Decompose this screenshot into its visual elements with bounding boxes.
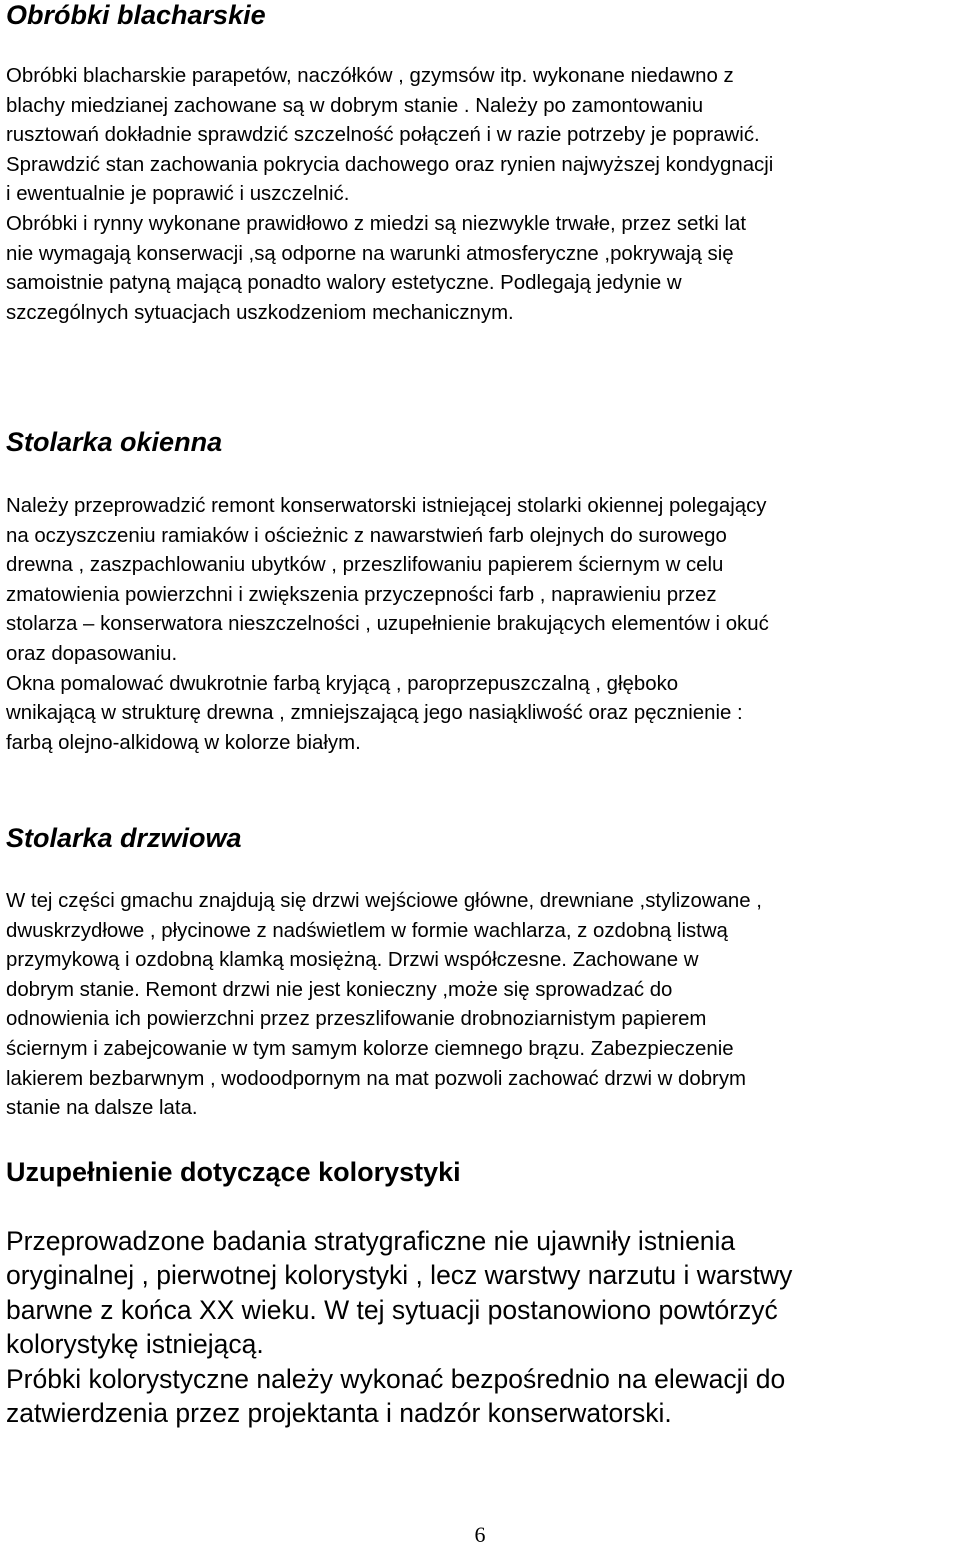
body-line: i ewentualnie je poprawić i uszczelnić. (6, 183, 350, 206)
body-line: stanie na dalsze lata. (6, 1097, 198, 1120)
section-title-sheet-metal: Obróbki blacharskie (6, 0, 266, 30)
body-line: zatwierdzenia przez projektanta i nadzór konserwatorski. (6, 1398, 672, 1429)
page-number: 6 (474, 1522, 486, 1547)
body-line: odnowienia ich powierzchni przez przeszlifowanie drobnoziarnistym papierem (6, 1008, 707, 1031)
body-line: na oczyszczeniu ramiaków i ościeżnic z nawarstwień farb olejnych do surowego (6, 524, 727, 547)
section-body-doors (6, 887, 956, 1124)
section-title-doors: Stolarka drzwiowa (6, 823, 242, 853)
body-line: przymykową i ozdobną klamką mosiężną. Drzwi współczesne. Zachowane w (6, 949, 699, 972)
body-line: Należy przeprowadzić remont konserwatorski istniejącej stolarki okiennej polegający (6, 495, 767, 517)
body-line: samoistnie patyną mającą ponadto walory estetyczne. Podlegają jedynie w (6, 272, 682, 295)
body-line: Obróbki i rynny wykonane prawidłowo z miedzi są niezwykle trwałe, przez setki lat (6, 212, 747, 235)
body-line: dwuskrzydłowe , płycinowe z nadświetlem w formie wachlarza, z ozdobną listwą (6, 919, 728, 942)
body-line: drewna , zaszpachlowaniu ubytków , przeszlifowaniu papierem ściernym w celu (6, 554, 724, 577)
body-line: lakierem bezbarwnym , wodoodpornym na mat pozwoli zachować drzwi w dobrym (6, 1067, 747, 1090)
section-body-windows (6, 492, 956, 758)
section-body-sheet-metal (6, 62, 956, 328)
section-body-colors (6, 1224, 956, 1430)
body-line: Obróbki blacharskie parapetów, naczółków , gzymsów itp. wykonane niedawno z (6, 65, 734, 87)
body-line: Przeprowadzone badania stratygraficzne nie ujawniły istnienia (6, 1226, 736, 1256)
body-line: wnikającą w strukturę drewna , zmniejszającą jego nasiąkliwość oraz pęcznienie : (6, 702, 743, 725)
body-line: rusztowań dokładnie sprawdzić szczelność połączeń i w razie potrzeby je poprawić. (6, 124, 760, 147)
body-line: ściernym i zabejcowanie w tym samym kolorze ciemnego brązu. Zabezpieczenie (6, 1037, 734, 1060)
body-line: kolorystykę istniejącą. (6, 1329, 264, 1360)
body-line: W tej części gmachu znajdują się drzwi wejściowe główne, drewniane ,stylizowane , (6, 890, 762, 912)
body-line: blachy miedzianej zachowane są w dobrym stanie . Należy po zamontowaniu (6, 94, 704, 117)
section-title-windows: Stolarka okienna (6, 427, 223, 457)
body-line: farbą olejno-alkidową w kolorze białym. (6, 731, 361, 754)
body-line: nie wymagają konserwacji ,są odporne na warunki atmosferyczne ,pokrywają się (6, 242, 734, 265)
body-line: stolarza – konserwatora nieszczelności , uzupełnienie brakujących elementów i okuć (6, 613, 769, 636)
body-line: Próbki kolorystyczne należy wykonać bezpośrednio na elewacji do (6, 1363, 786, 1394)
section-title-colors: Uzupełnienie dotyczące kolorystyki (6, 1157, 461, 1187)
body-line: barwne z końca XX wieku. W tej sytuacji postanowiono powtórzyć (6, 1294, 778, 1325)
body-line: Sprawdzić stan zachowania pokrycia dachowego oraz rynien najwyższej kondygnacji (6, 153, 774, 176)
body-line: oryginalnej , pierwotnej kolorystyki , lecz warstwy narzutu i warstwy (6, 1260, 793, 1291)
body-line: szczególnych sytuacjach uszkodzeniom mechanicznym. (6, 301, 514, 324)
body-line: oraz dopasowaniu. (6, 642, 178, 665)
body-line: dobrym stanie. Remont drzwi nie jest konieczny ,może się sprowadzać do (6, 978, 673, 1001)
body-line: Okna pomalować dwukrotnie farbą kryjącą , paroprzepuszczalną , głęboko (6, 672, 679, 695)
body-line: zmatowienia powierzchni i zwiększenia przyczepności farb , naprawieniu przez (6, 583, 717, 606)
